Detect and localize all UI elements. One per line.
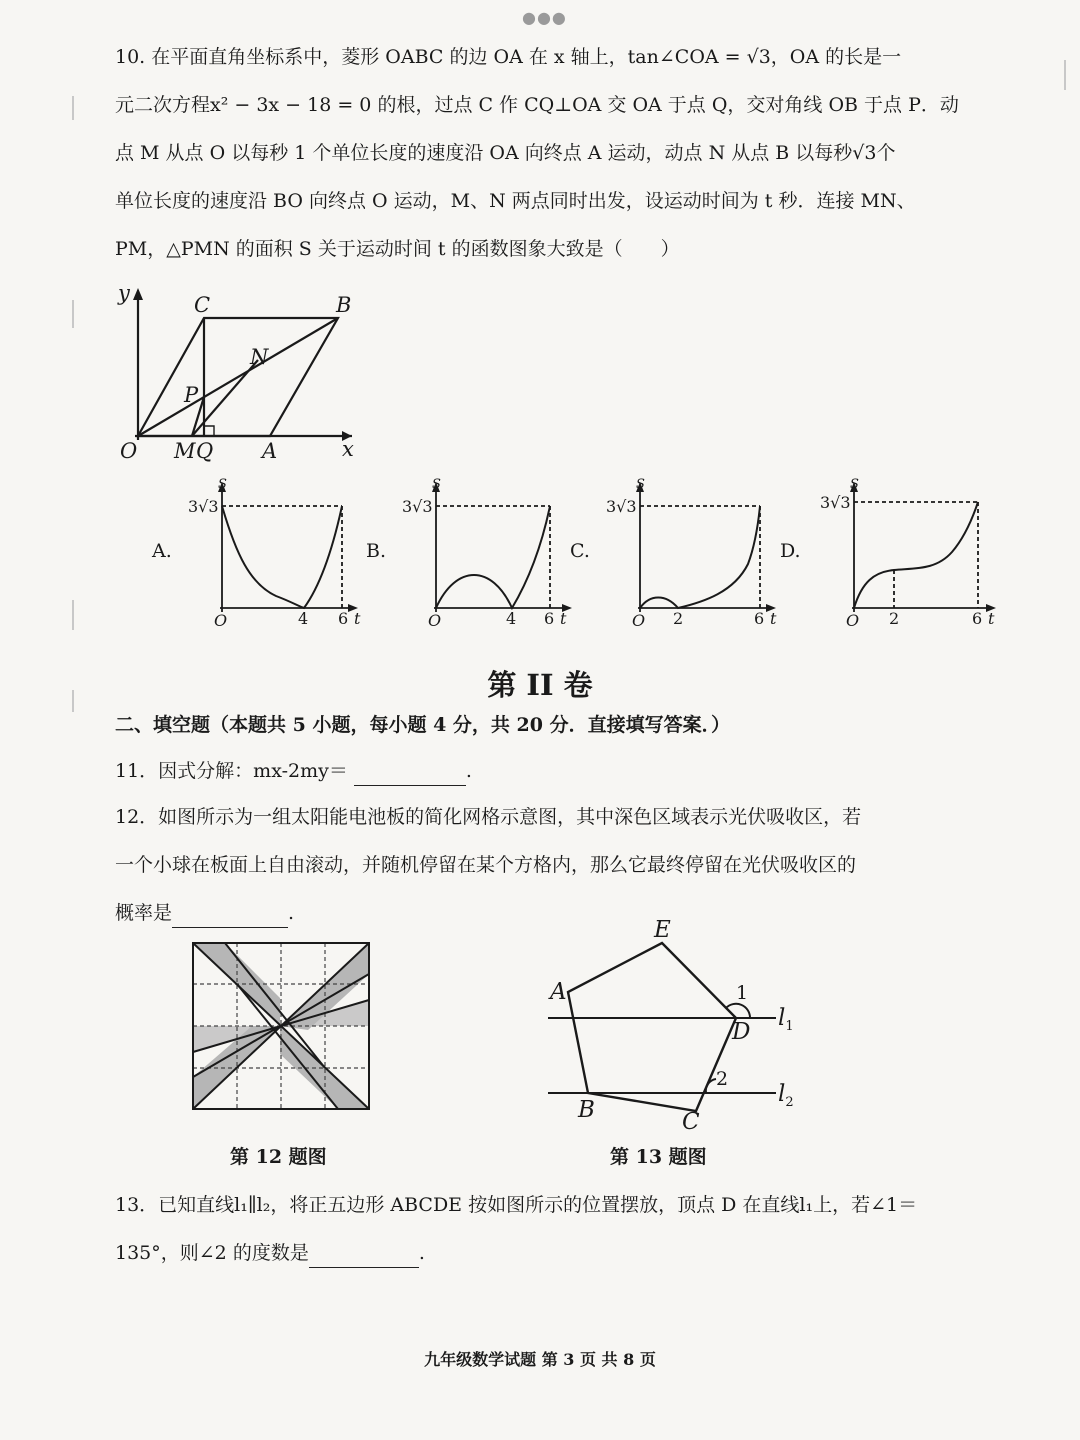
option-d-curve: [854, 502, 978, 608]
label-P: P: [184, 383, 199, 407]
tick-label: 6: [972, 609, 983, 628]
q10-line-5: PM，△PMN 的面积 S 关于运动时间 t 的函数图象大致是（ ）: [115, 238, 680, 260]
label-E: E: [654, 917, 671, 943]
pentagon-ABCDE: [568, 943, 736, 1111]
label-Q: Q: [196, 439, 214, 463]
y-axis-arrow-icon: [133, 288, 143, 300]
more-dots-icon[interactable]: ●●●: [522, 8, 567, 27]
diagonal-OB: [138, 318, 338, 436]
ymax-label: 3√3: [820, 493, 851, 512]
label-B: B: [578, 1097, 595, 1123]
s-label: S: [432, 477, 441, 492]
option-a-graph: [180, 474, 365, 632]
angle-1-label: 1: [736, 982, 749, 1004]
q12-line-1: 12．如图所示为一组太阳能电池板的简化网格示意图，其中深色区域表示光伏吸收区，若: [115, 806, 862, 828]
tick-label: 6: [338, 609, 349, 628]
label-C: C: [194, 293, 211, 317]
part-2-title: 第 II 卷: [487, 668, 593, 702]
q10-line-4: 单位长度的速度沿 BO 向终点 O 运动，M、N 两点同时出发，设运动时间为 t 秒．连接 MN、: [115, 190, 916, 212]
origin-label: O: [632, 611, 646, 630]
option-c-graph: [598, 474, 783, 632]
label-C: C: [682, 1109, 700, 1135]
q11-answer-blank[interactable]: [354, 763, 466, 786]
q12-end: .: [288, 902, 295, 924]
label-N: N: [250, 345, 269, 369]
option-b-curve: [436, 506, 550, 608]
q11: [115, 756, 472, 786]
q13-pentagon-figure: [540, 915, 810, 1135]
label-O: O: [120, 439, 138, 463]
margin-mark: [72, 600, 74, 630]
option-b-label[interactable]: B.: [366, 540, 387, 562]
origin-label: O: [428, 611, 442, 630]
label-D: D: [732, 1019, 751, 1045]
origin-label: O: [214, 611, 228, 630]
s-label: S: [850, 477, 859, 492]
right-angle-mark: [204, 426, 214, 436]
label-B: B: [336, 293, 352, 317]
label-l2: $l_2$: [778, 1081, 794, 1110]
origin-label: O: [846, 611, 860, 630]
tick-label: 4: [506, 609, 517, 628]
tick-label: 4: [298, 609, 309, 628]
option-a-label[interactable]: A.: [152, 540, 172, 562]
margin-mark: [72, 96, 74, 120]
q10-line-3: 点 M 从点 O 以每秒 1 个单位长度的速度沿 OA 向终点 A 运动，动点 N 从点 B 以每秒√3个: [115, 142, 896, 164]
ymax-label: 3√3: [606, 497, 637, 516]
tick-label: 6: [754, 609, 765, 628]
s-label: S: [218, 477, 227, 492]
label-M: M: [174, 439, 196, 463]
q12-answer-blank[interactable]: [172, 905, 288, 928]
angle-2-arc: [706, 1079, 716, 1093]
margin-mark: [72, 300, 74, 328]
q10-line-2: 元二次方程x² − 3x − 18 = 0 的根，过点 C 作 CQ⊥OA 交 OA 于点 Q，交对角线 OB 于点 P．动: [115, 94, 959, 116]
label-l1: $l_1$: [778, 1005, 794, 1034]
q11-text: 11．因式分解：mx-2my＝: [115, 760, 348, 782]
ymax-label: 3√3: [402, 497, 433, 516]
t-label: t: [988, 609, 995, 628]
fig12-caption: 第 12 题图: [230, 1146, 327, 1168]
q10-line-1: 10. 在平面直角坐标系中，菱形 OABC 的边 OA 在 x 轴上，tan∠COA = √3，OA 的长是一: [115, 46, 902, 68]
option-d-graph: [812, 474, 1002, 632]
ymax-label: 3√3: [188, 497, 219, 516]
t-label: t: [770, 609, 777, 628]
angle-2-label: 2: [716, 1068, 729, 1090]
q13-answer-blank[interactable]: [309, 1245, 419, 1268]
t-label: t: [560, 609, 567, 628]
option-c-label[interactable]: C.: [570, 540, 590, 562]
q12-grid-figure: [190, 940, 372, 1112]
option-a-curve: [222, 506, 342, 608]
tick-label: 2: [889, 609, 900, 628]
option-b-graph: [394, 474, 579, 632]
page-footer: 九年级数学试题 第 3 页 共 8 页: [424, 1350, 656, 1369]
q12-line-3: [115, 898, 294, 928]
label-y: y: [118, 281, 130, 305]
label-x: x: [342, 437, 354, 461]
option-c-curve: [640, 506, 760, 608]
q12-line-2: 一个小球在板面上自由滚动，并随机停留在某个方格内，那么它最终停留在光伏吸收区的: [115, 854, 857, 876]
q11-end: .: [465, 760, 472, 782]
q12-line-3-text: 概率是: [115, 902, 173, 924]
q13-line-1: 13．已知直线l₁∥l₂，将正五边形 ABCDE 按如图所示的位置摆放，顶点 D 在直线l₁上，若∠1＝: [115, 1194, 918, 1216]
q13-end: .: [418, 1242, 425, 1264]
t-label: t: [354, 609, 361, 628]
tick-label: 6: [544, 609, 555, 628]
q13-line-2-text: 135°，则∠2 的度数是: [115, 1242, 309, 1264]
option-d-label[interactable]: D.: [780, 540, 801, 562]
label-A: A: [550, 979, 567, 1005]
tick-label: 2: [673, 609, 684, 628]
label-A: A: [262, 439, 278, 463]
margin-mark: [1064, 60, 1066, 90]
s-label: S: [636, 477, 645, 492]
fig13-caption: 第 13 题图: [610, 1146, 707, 1168]
q13-line-2: [115, 1238, 425, 1268]
q10-rhombus-figure: [110, 280, 370, 470]
section-2-header: 二、填空题（本题共 5 小题，每小题 4 分，共 20 分．直接填写答案．）: [115, 714, 731, 736]
